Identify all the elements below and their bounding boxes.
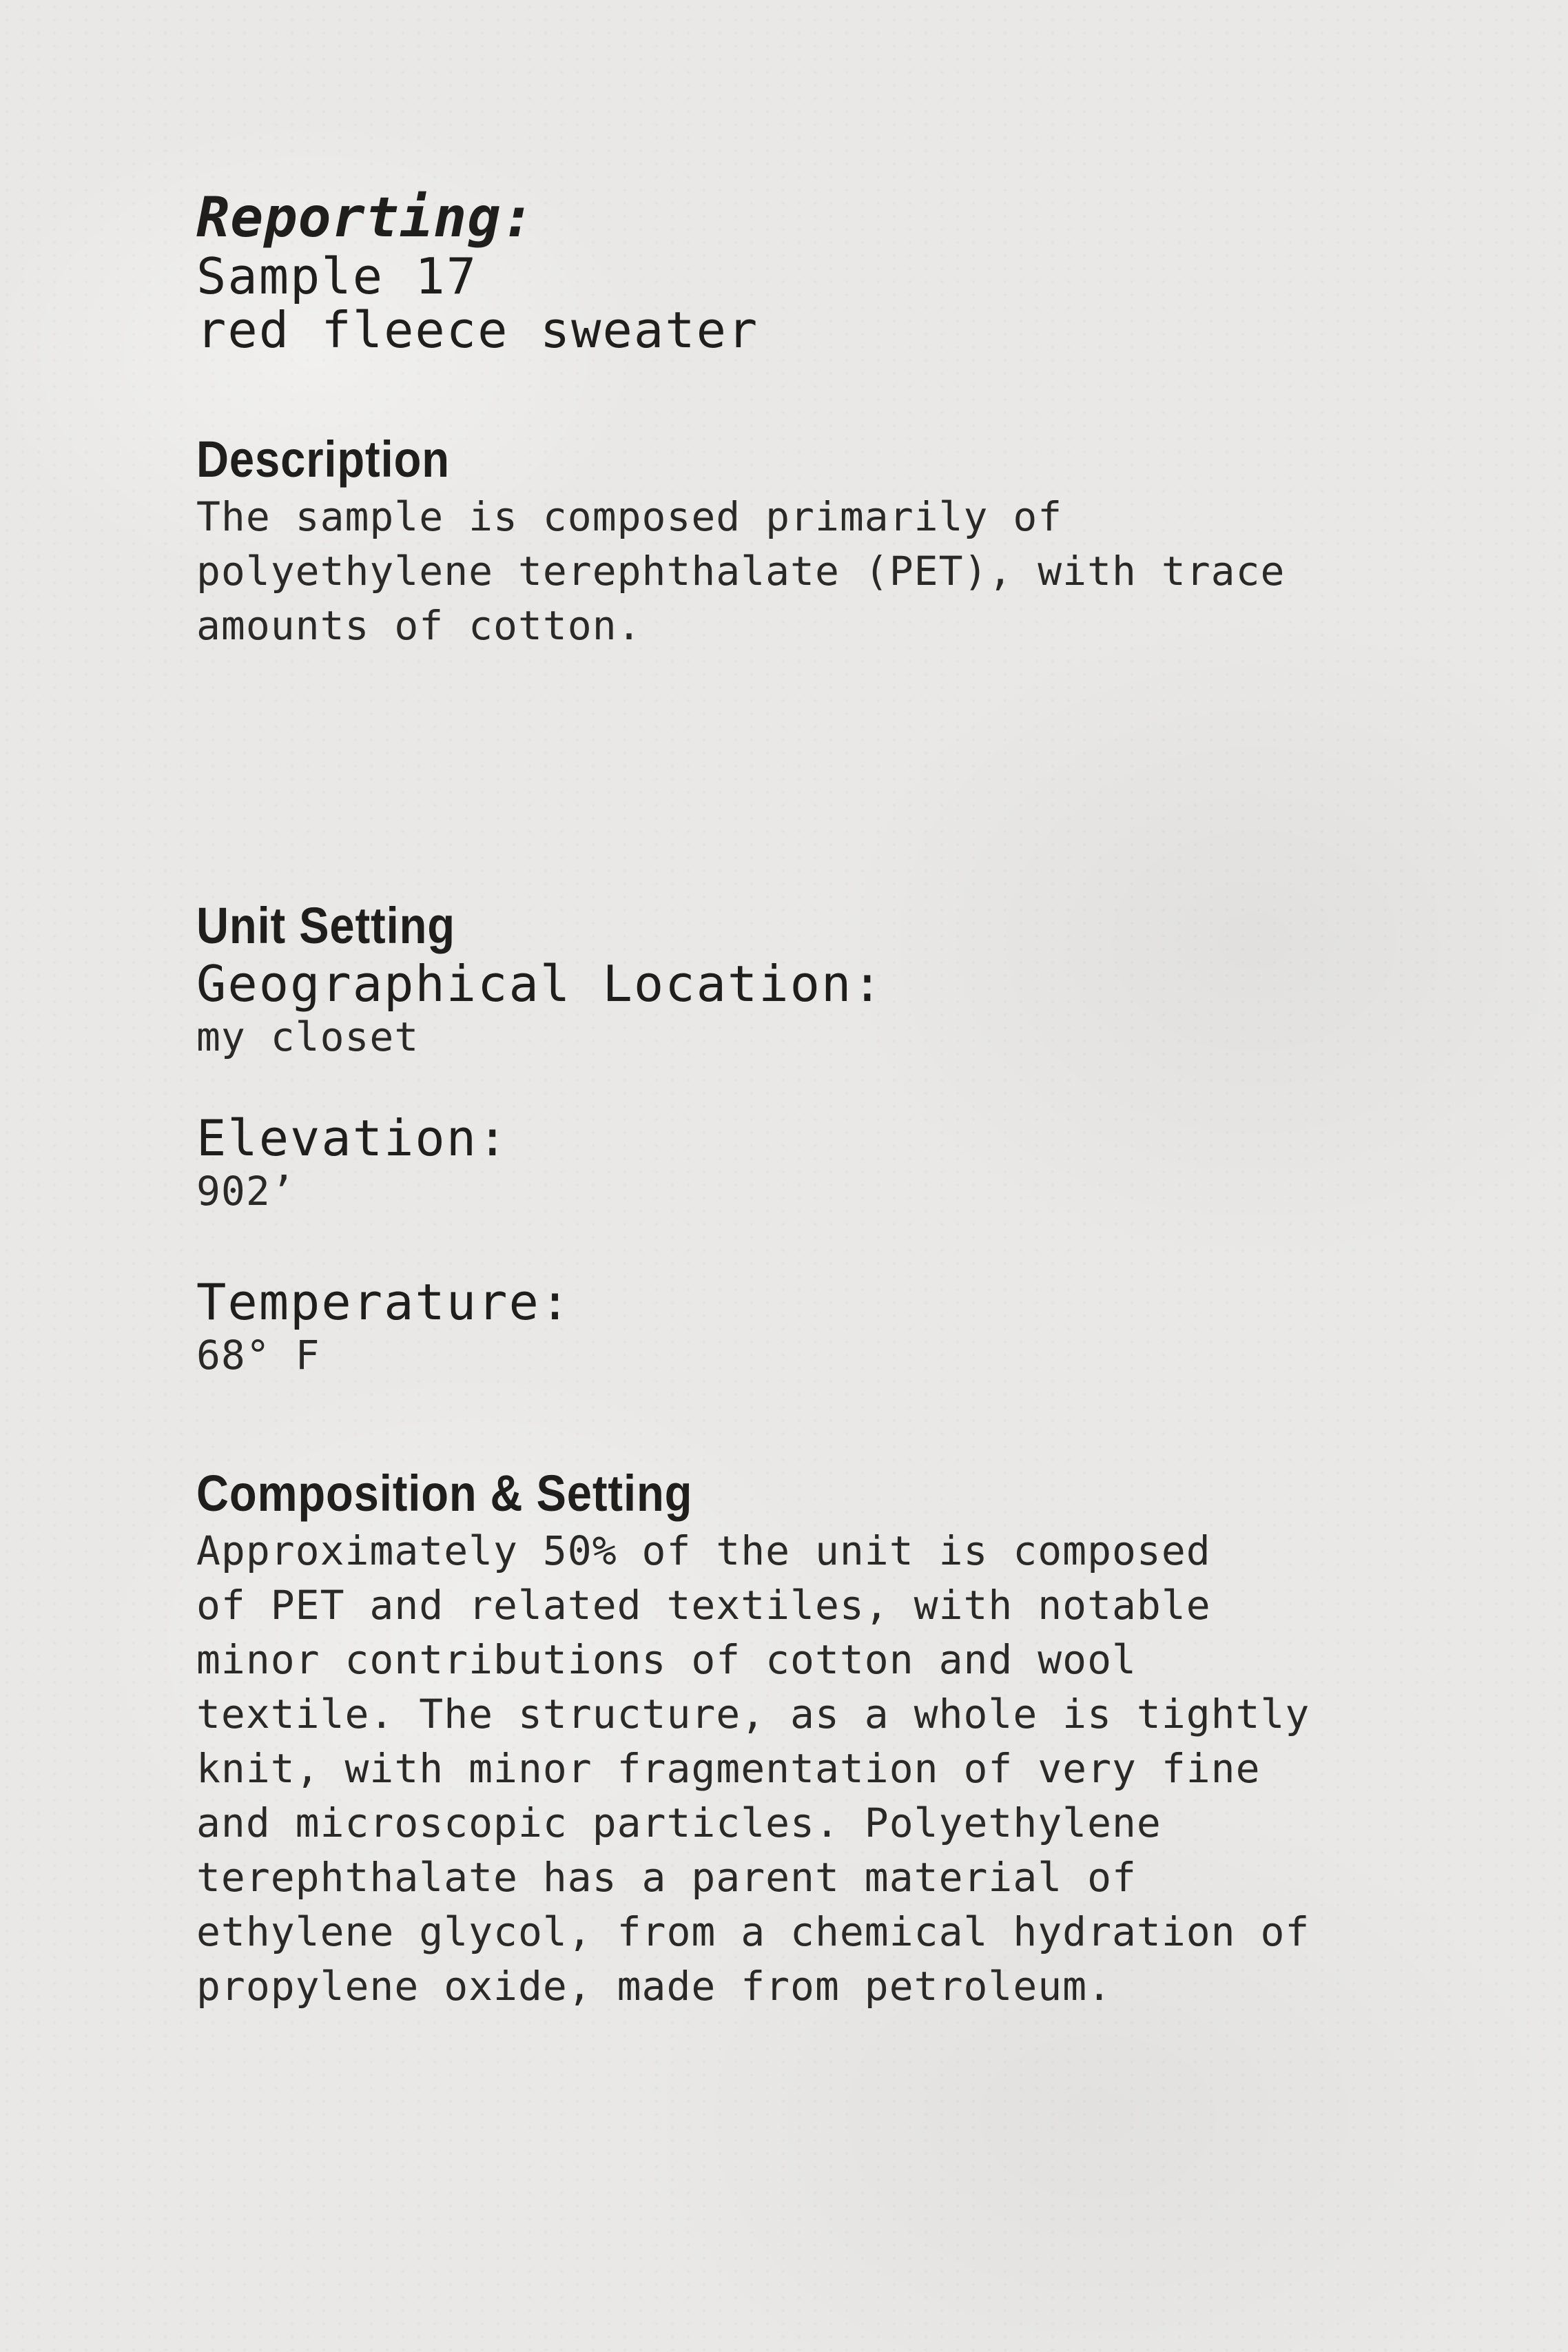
unit-setting-heading: Unit Setting bbox=[196, 897, 455, 954]
composition-heading: Composition & Setting bbox=[196, 1465, 693, 1522]
description-line: polyethylene terephthalate (PET), with trace bbox=[196, 548, 1286, 595]
composition-line: terephthalate has a parent material of bbox=[196, 1854, 1137, 1901]
temperature-label: Temperature: bbox=[196, 1273, 572, 1331]
elevation-field bbox=[196, 1109, 508, 1215]
unit-setting-section bbox=[196, 897, 884, 1061]
sample-name: red fleece sweater bbox=[196, 301, 759, 359]
reporting-block bbox=[196, 186, 759, 357]
composition-section bbox=[196, 1465, 1310, 2014]
description-line: amounts of cotton. bbox=[196, 602, 642, 649]
location-value: my closet bbox=[196, 1013, 420, 1060]
composition-line: knit, with minor fragmentation of very fine bbox=[196, 1745, 1261, 1792]
composition-line: textile. The structure, as a whole is tightly bbox=[196, 1691, 1310, 1737]
description-line: The sample is composed primarily of bbox=[196, 493, 1063, 540]
location-label: Geographical Location: bbox=[196, 955, 884, 1013]
composition-line: propylene oxide, made from petroleum. bbox=[196, 1963, 1113, 2010]
reporting-label: Reporting: bbox=[196, 185, 535, 249]
composition-line: of PET and related textiles, with notable bbox=[196, 1582, 1211, 1629]
description-section bbox=[196, 431, 1285, 653]
composition-line: Approximately 50% of the unit is composed bbox=[196, 1527, 1211, 1574]
elevation-label: Elevation: bbox=[196, 1109, 509, 1167]
elevation-value: 902’ bbox=[196, 1168, 296, 1215]
description-heading: Description bbox=[196, 431, 450, 488]
composition-line: ethylene glycol, from a chemical hydration of bbox=[196, 1908, 1310, 1955]
temperature-field bbox=[196, 1273, 571, 1379]
composition-line: and microscopic particles. Polyethylene bbox=[196, 1799, 1162, 1846]
temperature-value: 68° F bbox=[196, 1332, 320, 1379]
composition-line: minor contributions of cotton and wool bbox=[196, 1636, 1137, 1683]
sample-number: Sample 17 bbox=[196, 247, 478, 305]
